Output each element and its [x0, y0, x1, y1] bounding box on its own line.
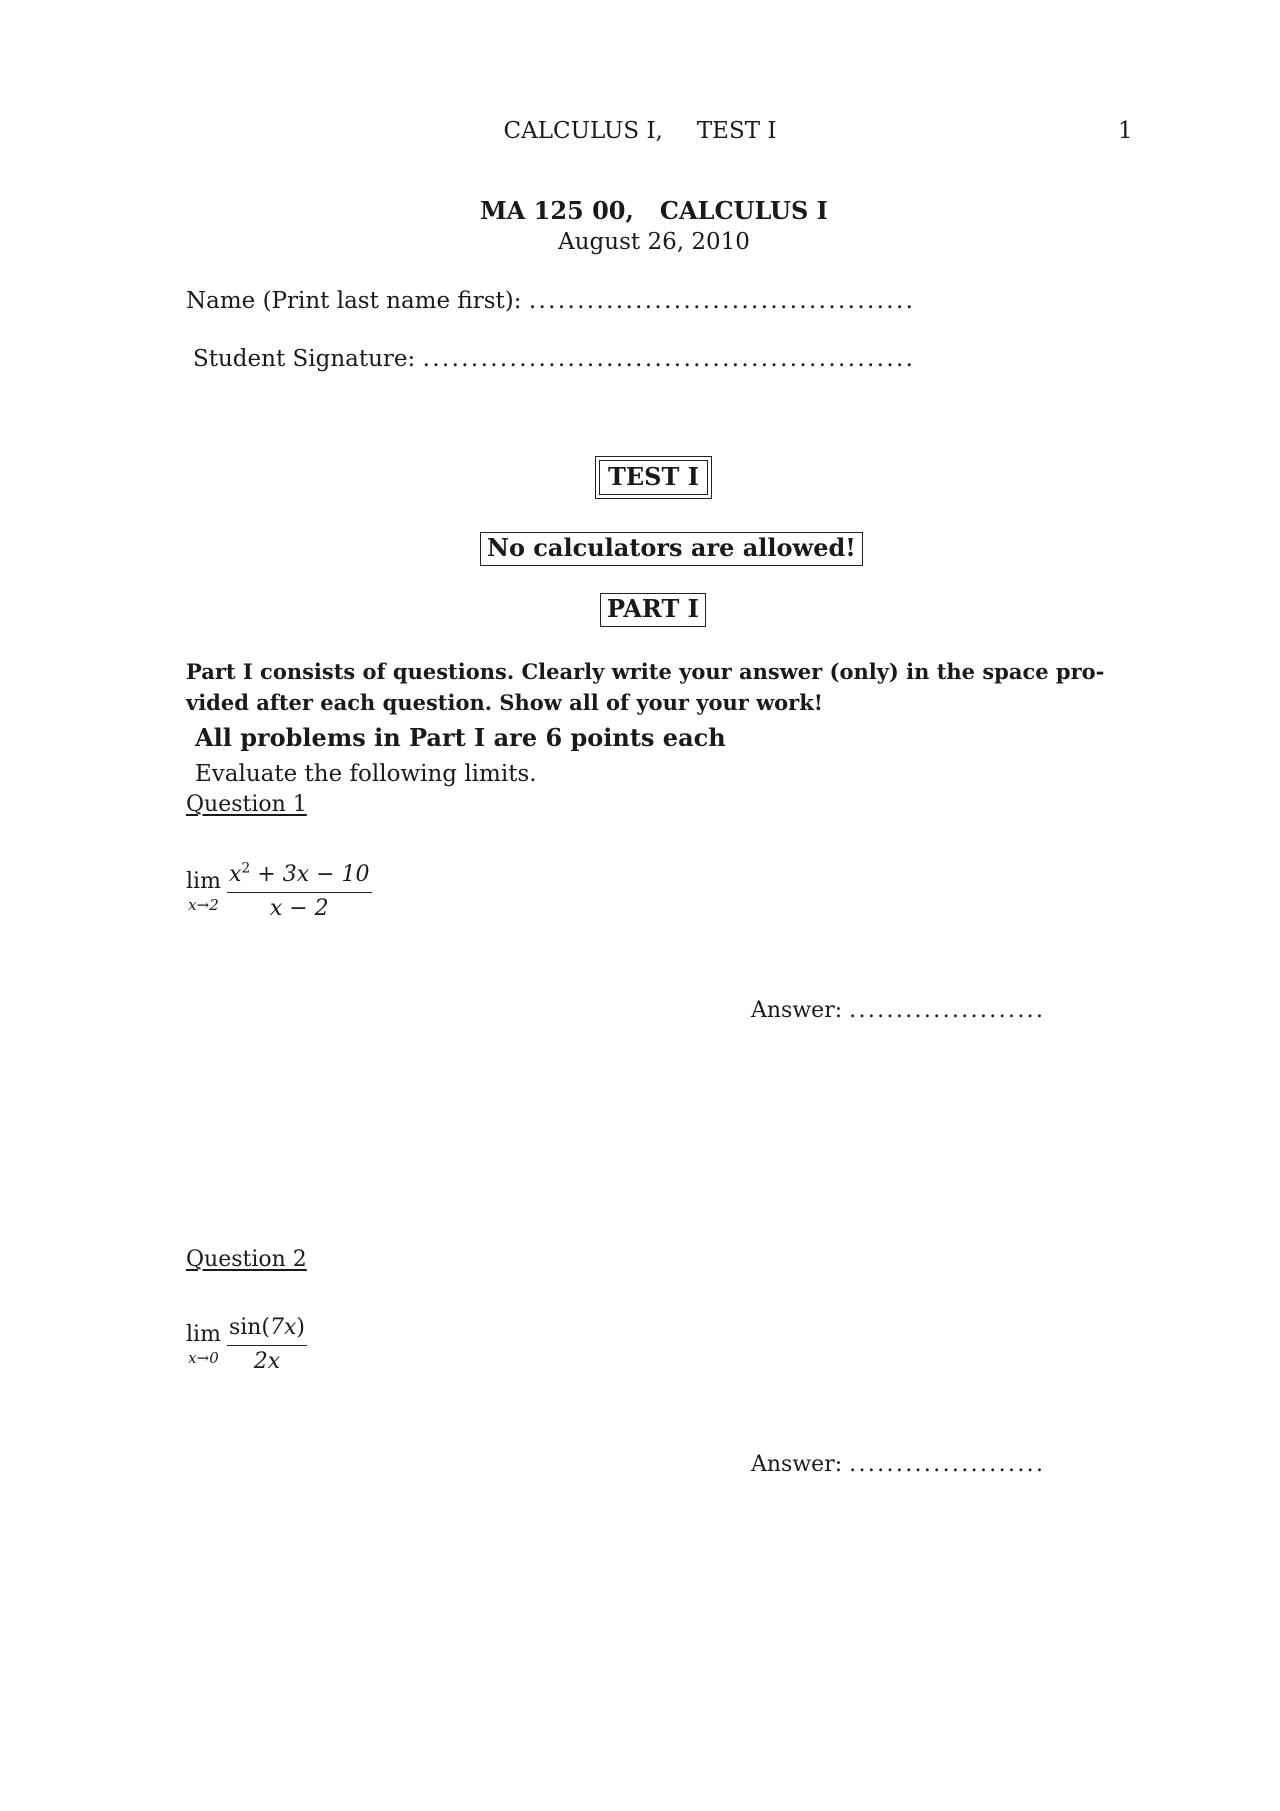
- limit-approach: x→2: [188, 896, 219, 914]
- answer-2-blank: .....................: [849, 1452, 1046, 1477]
- numerator: [227, 862, 372, 893]
- course-name: CALCULUS I: [659, 196, 828, 225]
- test-title: TEST I: [599, 460, 708, 495]
- signature-field: [193, 346, 915, 372]
- name-label: Name (Print last name first):: [186, 288, 522, 314]
- instructions-line-1: Part I consists of questions. Clearly write your answer (only) in the space pro-: [186, 659, 1105, 684]
- limit-operator: [186, 1324, 221, 1366]
- part-title: PART I: [600, 593, 706, 627]
- exam-date: August 26, 2010: [558, 229, 750, 255]
- numerator-function: sin(: [228, 1315, 271, 1340]
- running-header-test: TEST I: [696, 118, 777, 144]
- signature-label: Student Signature:: [193, 346, 416, 372]
- name-field: [186, 288, 915, 314]
- numerator: [227, 1315, 307, 1346]
- numerator-argument: 7x: [270, 1315, 297, 1340]
- denominator: 2x: [253, 1349, 281, 1374]
- lim-word: lim: [186, 869, 221, 894]
- answer-1-label: Answer:: [751, 998, 843, 1023]
- answer-1-field: [751, 998, 1045, 1023]
- running-header-course: CALCULUS I,: [503, 118, 663, 144]
- points-note: All problems in Part I are 6 points each: [195, 723, 726, 752]
- name-blank: ........................................: [528, 288, 916, 314]
- numerator-close: ): [296, 1315, 306, 1340]
- fraction: [227, 862, 372, 922]
- course-title: [0, 196, 1280, 225]
- signature-blank: ...................................................: [422, 346, 916, 372]
- limit-approach: x→0: [188, 1349, 219, 1367]
- numerator-base: x: [228, 862, 242, 887]
- instructions-line-2: vided after each question. Show all of your your work!: [186, 690, 824, 715]
- answer-2-label: Answer:: [751, 1452, 843, 1477]
- question-1-label: Question 1: [186, 792, 307, 817]
- course-code: MA 125 00,: [480, 196, 634, 225]
- running-header: [0, 118, 1280, 144]
- denominator: x − 2: [269, 896, 329, 921]
- test-title-box: [595, 456, 712, 499]
- evaluate-prompt: Evaluate the following limits.: [195, 761, 537, 787]
- fraction: [227, 1315, 307, 1375]
- answer-1-blank: .....................: [849, 998, 1046, 1023]
- question-2-label: Question 2: [186, 1247, 307, 1272]
- part-instructions: [186, 656, 1136, 718]
- numerator-rest: + 3x − 10: [250, 862, 370, 887]
- answer-2-field: [751, 1452, 1045, 1477]
- no-calculators-notice: No calculators are allowed!: [480, 532, 863, 566]
- page-number: 1: [1118, 118, 1133, 144]
- question-1-expression: [186, 862, 372, 922]
- question-2-expression: [186, 1315, 307, 1375]
- numerator-exponent: 2: [241, 860, 251, 877]
- lim-word: lim: [186, 1322, 221, 1347]
- limit-operator: [186, 871, 221, 913]
